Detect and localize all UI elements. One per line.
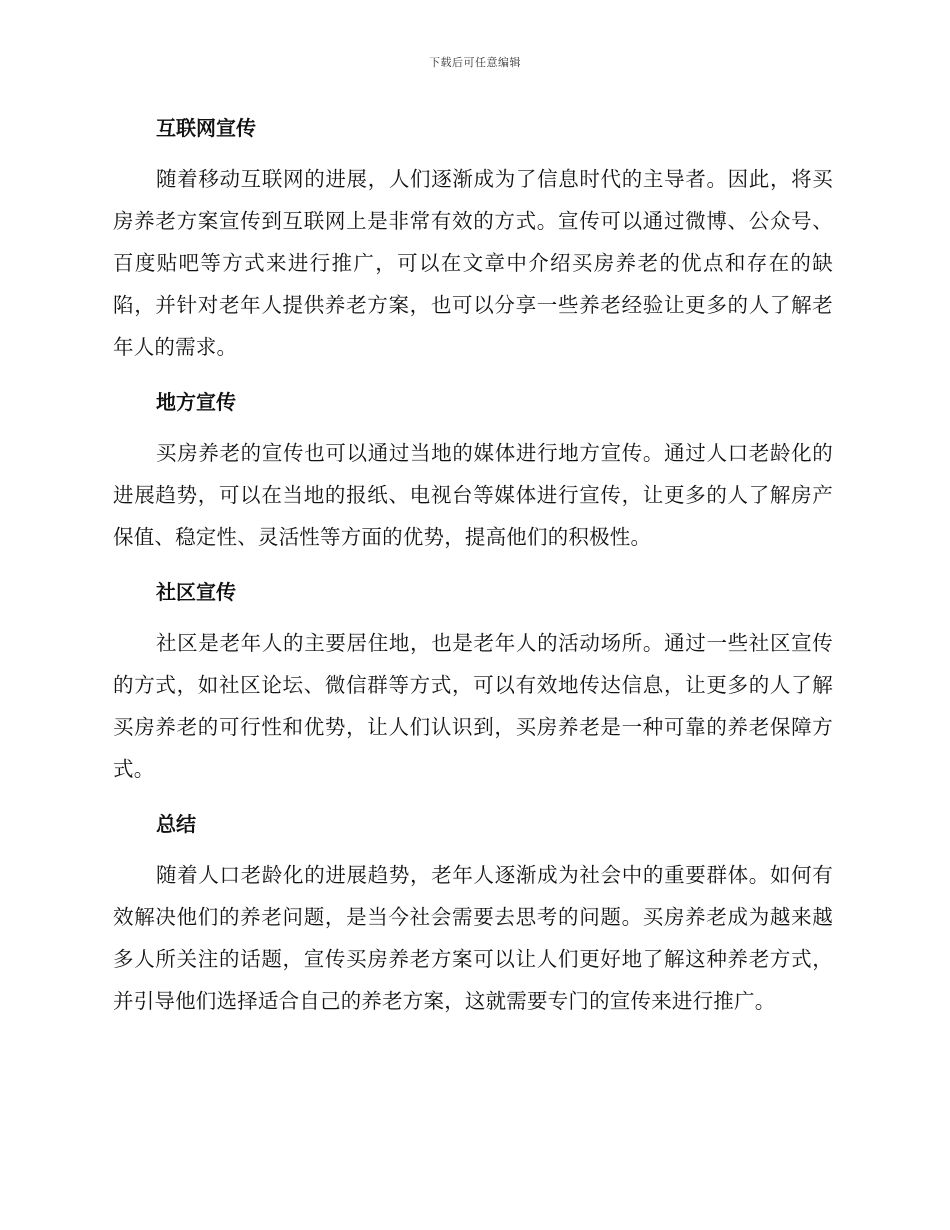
document-content xyxy=(113,108,833,1036)
section-heading: 互联网宣传 xyxy=(156,116,256,140)
section-heading: 社区宣传 xyxy=(156,580,236,604)
section-paragraph: 社区是老年人的主要居住地，也是老年人的活动场所。通过一些社区宣传的方式，如社区论坛、微信群等方式，可以有效地传达信息，让更多的人了解买房养老的可行性和优势，让人们认识到，买房养老是一种可靠的养老保障方式。 xyxy=(113,631,833,781)
section-paragraph: 买房养老的宣传也可以通过当地的媒体进行地方宣传。通过人口老龄化的进展趋势，可以在当地的报纸、电视台等媒体进行宣传，让更多的人了解房产保值、稳定性、灵活性等方面的优势，提高他们的积极性。 xyxy=(113,441,833,549)
page-header-note: 下载后可任意编辑 xyxy=(429,56,521,69)
section-summary xyxy=(113,804,833,1022)
section-internet xyxy=(113,108,833,368)
section-heading: 地方宣传 xyxy=(156,390,236,414)
section-paragraph: 随着人口老龄化的进展趋势，老年人逐渐成为社会中的重要群体。如何有效解决他们的养老问题，是当今社会需要去思考的问题。买房养老成为越来越多人所关注的话题，宣传买房养老方案可以让人们更好地了解这种养老方式，并引导他们选择适合自己的养老方案，这就需要专门的宣传来进行推广。 xyxy=(113,863,833,1013)
section-paragraph: 随着移动互联网的进展，人们逐渐成为了信息时代的主导者。因此，将买房养老方案宣传到互联网上是非常有效的方式。宣传可以通过微博、公众号、百度贴吧等方式来进行推广，可以在文章中介绍买房养老的优点和存在的缺陷，并针对老年人提供养老方案，也可以分享一些养老经验让更多的人了解老年人的需求。 xyxy=(113,167,833,359)
section-heading: 总结 xyxy=(156,812,196,836)
section-community xyxy=(113,572,833,790)
section-local xyxy=(113,382,833,558)
